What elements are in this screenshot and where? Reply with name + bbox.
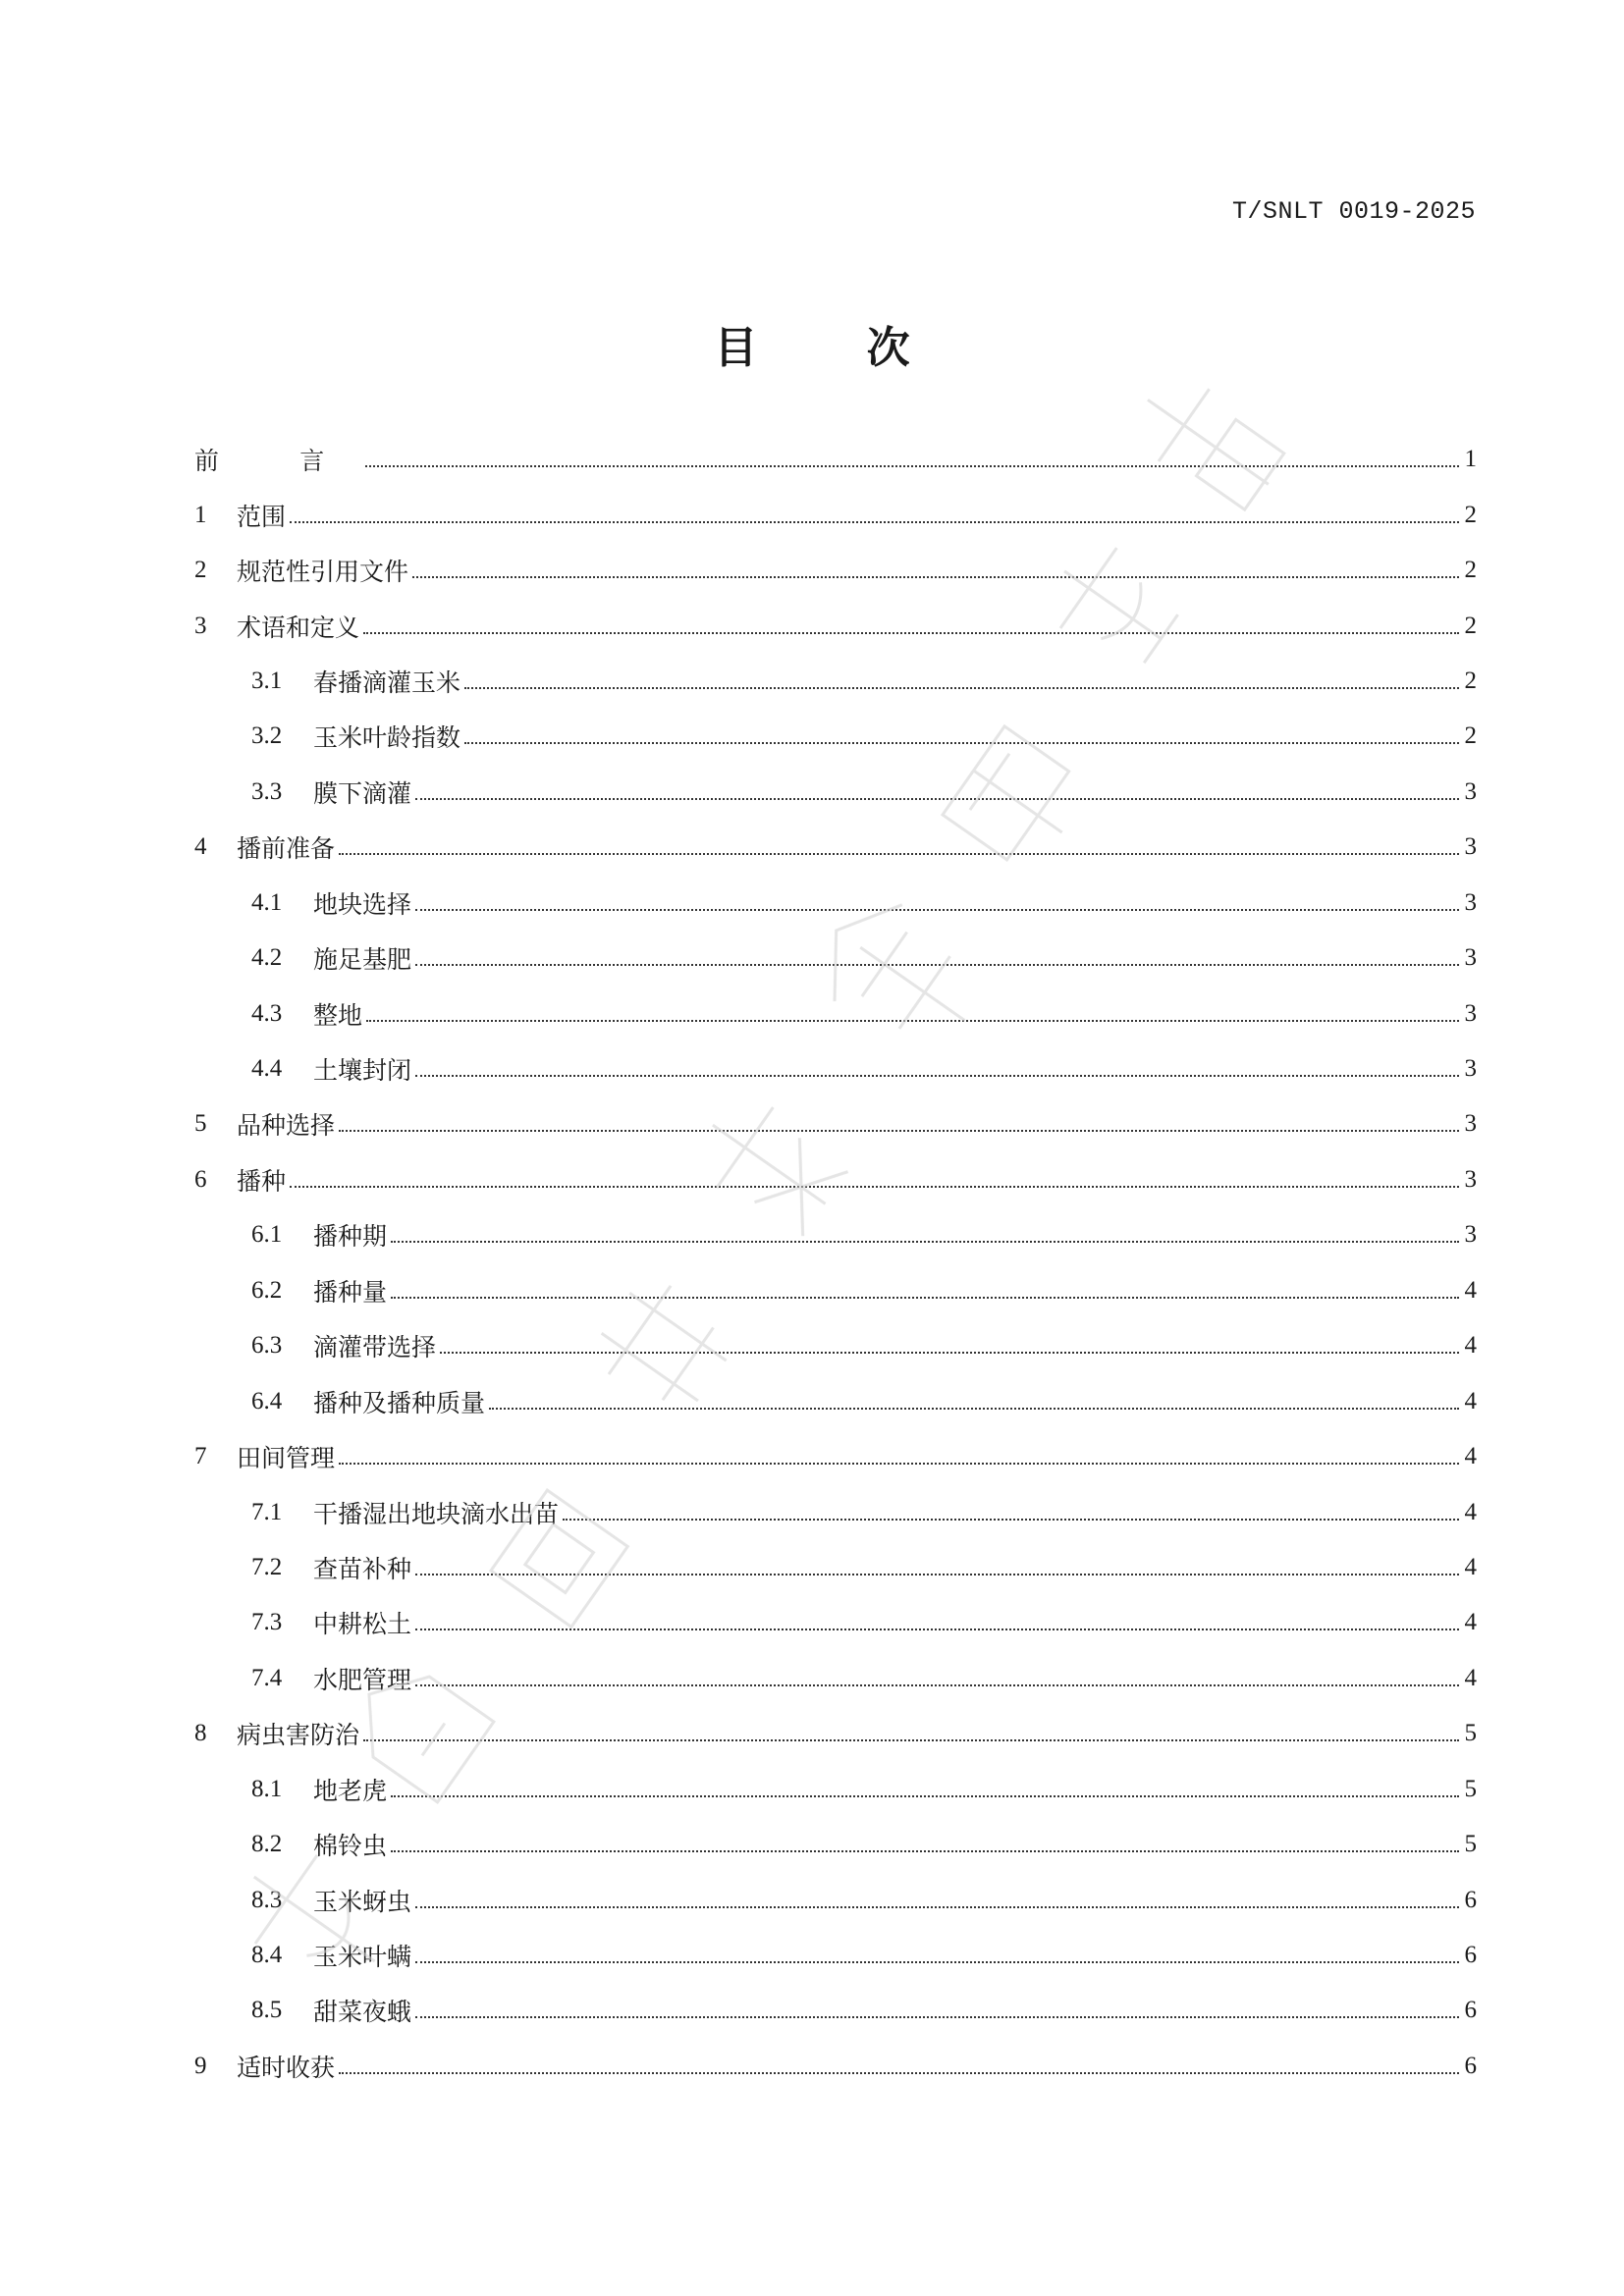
toc-entry-page: 2 bbox=[1464, 557, 1477, 584]
toc-leader-dots bbox=[391, 1297, 1458, 1299]
toc-entry-17[interactable] bbox=[194, 1373, 1477, 1428]
toc-entry-page: 4 bbox=[1464, 1498, 1477, 1525]
toc-entry-label: 玉米叶螨 bbox=[313, 1945, 412, 1972]
toc-entry-2[interactable] bbox=[194, 543, 1477, 598]
toc-entry-label: 播种期 bbox=[313, 1224, 388, 1252]
toc-entry-page: 2 bbox=[1464, 667, 1477, 694]
toc-entry-28[interactable] bbox=[194, 1983, 1477, 2038]
toc-entry-number: 6.1 bbox=[251, 1221, 283, 1249]
toc-entry-label: 范围 bbox=[237, 504, 287, 531]
toc-entry-number: 5 bbox=[194, 1110, 207, 1138]
toc-entry-number: 3 bbox=[194, 612, 207, 639]
toc-entry-page: 3 bbox=[1464, 999, 1477, 1027]
toc-entry-page: 3 bbox=[1464, 888, 1477, 916]
toc-entry-18[interactable] bbox=[194, 1429, 1477, 1484]
toc-entry-label: 适时收获 bbox=[237, 2055, 336, 2082]
toc-entry-number: 8.5 bbox=[251, 1997, 283, 2024]
toc-entry-27[interactable] bbox=[194, 1928, 1477, 1983]
toc-entry-number: 4.4 bbox=[251, 1055, 283, 1083]
toc-leader-dots bbox=[290, 1186, 1458, 1188]
toc-leader-dots bbox=[489, 1408, 1458, 1410]
toc-leader-dots bbox=[415, 1684, 1458, 1686]
toc-entry-label: 地块选择 bbox=[313, 891, 412, 919]
toc-leader-dots bbox=[339, 1463, 1458, 1465]
toc-leader-dots bbox=[339, 1130, 1458, 1132]
toc-entry-label: 水肥管理 bbox=[313, 1667, 412, 1694]
toc-leader-dots bbox=[391, 1241, 1458, 1243]
toc-entry-6[interactable] bbox=[194, 765, 1477, 820]
toc-leader-dots bbox=[290, 521, 1458, 523]
toc-entry-number: 3.2 bbox=[251, 722, 283, 750]
toc-entry-number: 7.1 bbox=[251, 1498, 283, 1525]
toc-entry-label: 品种选择 bbox=[237, 1113, 336, 1141]
toc-entry-label: 滴灌带选择 bbox=[313, 1335, 437, 1362]
toc-entry-page: 3 bbox=[1464, 1055, 1477, 1083]
toc-entry-page: 6 bbox=[1464, 1942, 1477, 1969]
toc-entry-page: 1 bbox=[1464, 446, 1477, 473]
toc-leader-dots bbox=[415, 1574, 1458, 1575]
toc-entry-page: 6 bbox=[1464, 2052, 1477, 2079]
toc-entry-page: 5 bbox=[1464, 1720, 1477, 1747]
toc-entry-11[interactable] bbox=[194, 1041, 1477, 1096]
toc-entry-page: 5 bbox=[1464, 1775, 1477, 1802]
toc-entry-23[interactable] bbox=[194, 1706, 1477, 1761]
toc-entry-label: 播种及播种质量 bbox=[313, 1390, 486, 1417]
toc-entry-number: 8.4 bbox=[251, 1942, 283, 1969]
toc-entry-label: 田间管理 bbox=[237, 1446, 336, 1473]
toc-entry-4[interactable] bbox=[194, 654, 1477, 709]
toc-entry-number: 3.3 bbox=[251, 777, 283, 805]
toc-entry-label: 春播滴灌玉米 bbox=[313, 669, 461, 697]
toc-entry-24[interactable] bbox=[194, 1762, 1477, 1817]
toc-entry-label: 干播湿出地块滴水出苗 bbox=[313, 1501, 560, 1528]
toc-entry-label: 播前准备 bbox=[237, 836, 336, 864]
toc-entry-9[interactable] bbox=[194, 931, 1477, 986]
toc-leader-dots bbox=[464, 687, 1458, 689]
toc-entry-number: 4.2 bbox=[251, 944, 283, 972]
toc-entry-number: 7.2 bbox=[251, 1553, 283, 1580]
toc-leader-dots bbox=[415, 1075, 1458, 1077]
toc-entry-label: 甜菜夜蛾 bbox=[313, 2000, 412, 2027]
toc-entry-page: 2 bbox=[1464, 722, 1477, 750]
toc-entry-page: 4 bbox=[1464, 1609, 1477, 1636]
toc-entry-page: 3 bbox=[1464, 1165, 1477, 1193]
toc-leader-dots bbox=[366, 1020, 1458, 1022]
toc-entry-5[interactable] bbox=[194, 709, 1477, 764]
toc-entry-page: 3 bbox=[1464, 777, 1477, 805]
toc-entry-page: 2 bbox=[1464, 612, 1477, 639]
toc-entry-label: 地老虎 bbox=[313, 1778, 388, 1805]
toc-entry-8[interactable] bbox=[194, 876, 1477, 931]
toc-entry-25[interactable] bbox=[194, 1817, 1477, 1872]
toc-entry-label: 播种量 bbox=[313, 1279, 388, 1307]
toc-leader-dots bbox=[415, 1629, 1458, 1630]
toc-entry-14[interactable] bbox=[194, 1207, 1477, 1262]
toc-leader-dots bbox=[415, 798, 1458, 800]
toc-entry-page: 6 bbox=[1464, 1997, 1477, 2024]
toc-entry-page: 3 bbox=[1464, 1221, 1477, 1249]
toc-entry-0[interactable] bbox=[194, 432, 1477, 487]
toc-entry-1[interactable] bbox=[194, 487, 1477, 542]
toc-entry-page: 2 bbox=[1464, 501, 1477, 528]
toc-entry-page: 3 bbox=[1464, 833, 1477, 861]
toc-leader-dots bbox=[415, 2016, 1458, 2018]
toc-entry-number: 6.4 bbox=[251, 1387, 283, 1415]
toc-leader-dots bbox=[365, 465, 1458, 467]
toc-leader-dots bbox=[415, 1906, 1458, 1908]
toc-entry-number: 8.2 bbox=[251, 1831, 283, 1858]
toc-leader-dots bbox=[363, 1739, 1458, 1741]
toc-leader-dots bbox=[440, 1352, 1458, 1354]
toc-entry-16[interactable] bbox=[194, 1318, 1477, 1373]
toc-leader-dots bbox=[415, 909, 1458, 911]
toc-entry-label: 术语和定义 bbox=[237, 614, 360, 642]
toc-entry-page: 4 bbox=[1464, 1387, 1477, 1415]
toc-entry-page: 4 bbox=[1464, 1276, 1477, 1304]
toc-entry-19[interactable] bbox=[194, 1484, 1477, 1539]
toc-entry-number: 6.3 bbox=[251, 1332, 283, 1360]
toc-leader-dots bbox=[412, 576, 1458, 578]
toc-entry-15[interactable] bbox=[194, 1263, 1477, 1318]
toc-entry-number: 2 bbox=[194, 557, 207, 584]
toc-entry-page: 3 bbox=[1464, 1110, 1477, 1138]
toc-entry-7[interactable] bbox=[194, 820, 1477, 875]
toc-entry-label: 病虫害防治 bbox=[237, 1723, 360, 1750]
toc-entry-number: 4 bbox=[194, 833, 207, 861]
toc-entry-10[interactable] bbox=[194, 986, 1477, 1041]
toc-entry-page: 4 bbox=[1464, 1553, 1477, 1580]
toc-entry-label: 玉米叶龄指数 bbox=[313, 725, 461, 753]
toc-entry-label: 膜下滴灌 bbox=[313, 780, 412, 808]
toc-entry-number: 8 bbox=[194, 1720, 207, 1747]
toc-entry-number: 4.1 bbox=[251, 888, 283, 916]
toc-entry-page: 6 bbox=[1464, 1886, 1477, 1913]
toc-entry-page: 3 bbox=[1464, 944, 1477, 972]
toc-leader-dots bbox=[339, 853, 1458, 855]
toc-entry-label: 播种 bbox=[237, 1168, 287, 1196]
toc-entry-number: 9 bbox=[194, 2052, 207, 2079]
toc-leader-dots bbox=[391, 1795, 1458, 1797]
toc-entry-label: 土壤封闭 bbox=[313, 1058, 412, 1086]
toc-leader-dots bbox=[339, 2072, 1458, 2074]
toc-entry-26[interactable] bbox=[194, 1872, 1477, 1927]
toc-entry-label: 规范性引用文件 bbox=[237, 560, 409, 587]
toc-entry-page: 5 bbox=[1464, 1831, 1477, 1858]
toc-entry-number: 4.3 bbox=[251, 999, 283, 1027]
toc-leader-dots bbox=[415, 1961, 1458, 1963]
toc-entry-number: 6.2 bbox=[251, 1276, 283, 1304]
toc-entry-number: 8.3 bbox=[251, 1886, 283, 1913]
toc-entry-13[interactable] bbox=[194, 1152, 1477, 1207]
toc-leader-dots bbox=[464, 742, 1458, 744]
toc-entry-label: 查苗补种 bbox=[313, 1556, 412, 1583]
toc-entry-21[interactable] bbox=[194, 1595, 1477, 1650]
toc-entry-label: 施足基肥 bbox=[313, 947, 412, 975]
toc-entry-number: 3.1 bbox=[251, 667, 283, 694]
toc-entry-page: 4 bbox=[1464, 1332, 1477, 1360]
toc-entry-22[interactable] bbox=[194, 1651, 1477, 1706]
toc-title: 目 次 bbox=[714, 323, 957, 373]
toc-entry-12[interactable] bbox=[194, 1096, 1477, 1151]
toc-entry-number: 7.3 bbox=[251, 1609, 283, 1636]
toc-entry-label: 中耕松土 bbox=[313, 1612, 412, 1639]
toc-entry-number: 1 bbox=[194, 501, 207, 528]
toc-entry-page: 4 bbox=[1464, 1443, 1477, 1470]
toc-entry-label: 玉米蚜虫 bbox=[313, 1889, 412, 1916]
toc-leader-dots bbox=[363, 632, 1458, 634]
toc-entry-label: 整地 bbox=[313, 1002, 363, 1030]
document-code: T/SNLT 0019-2025 bbox=[1231, 197, 1476, 226]
toc-leader-dots bbox=[563, 1519, 1458, 1521]
toc-entry-number: 8.1 bbox=[251, 1775, 283, 1802]
toc-entry-label: 棉铃虫 bbox=[313, 1834, 388, 1861]
toc-entry-label: 前 言 bbox=[194, 449, 362, 476]
toc-entry-page: 4 bbox=[1464, 1664, 1477, 1691]
toc-entry-number: 6 bbox=[194, 1165, 207, 1193]
toc-leader-dots bbox=[391, 1850, 1458, 1852]
toc-entry-3[interactable] bbox=[194, 598, 1477, 653]
toc-entry-29[interactable] bbox=[194, 2039, 1477, 2094]
toc-entry-20[interactable] bbox=[194, 1540, 1477, 1595]
toc-entry-number: 7.4 bbox=[251, 1664, 283, 1691]
toc-entry-number: 7 bbox=[194, 1443, 207, 1470]
table-of-contents bbox=[194, 432, 1477, 2094]
toc-leader-dots bbox=[415, 964, 1458, 966]
